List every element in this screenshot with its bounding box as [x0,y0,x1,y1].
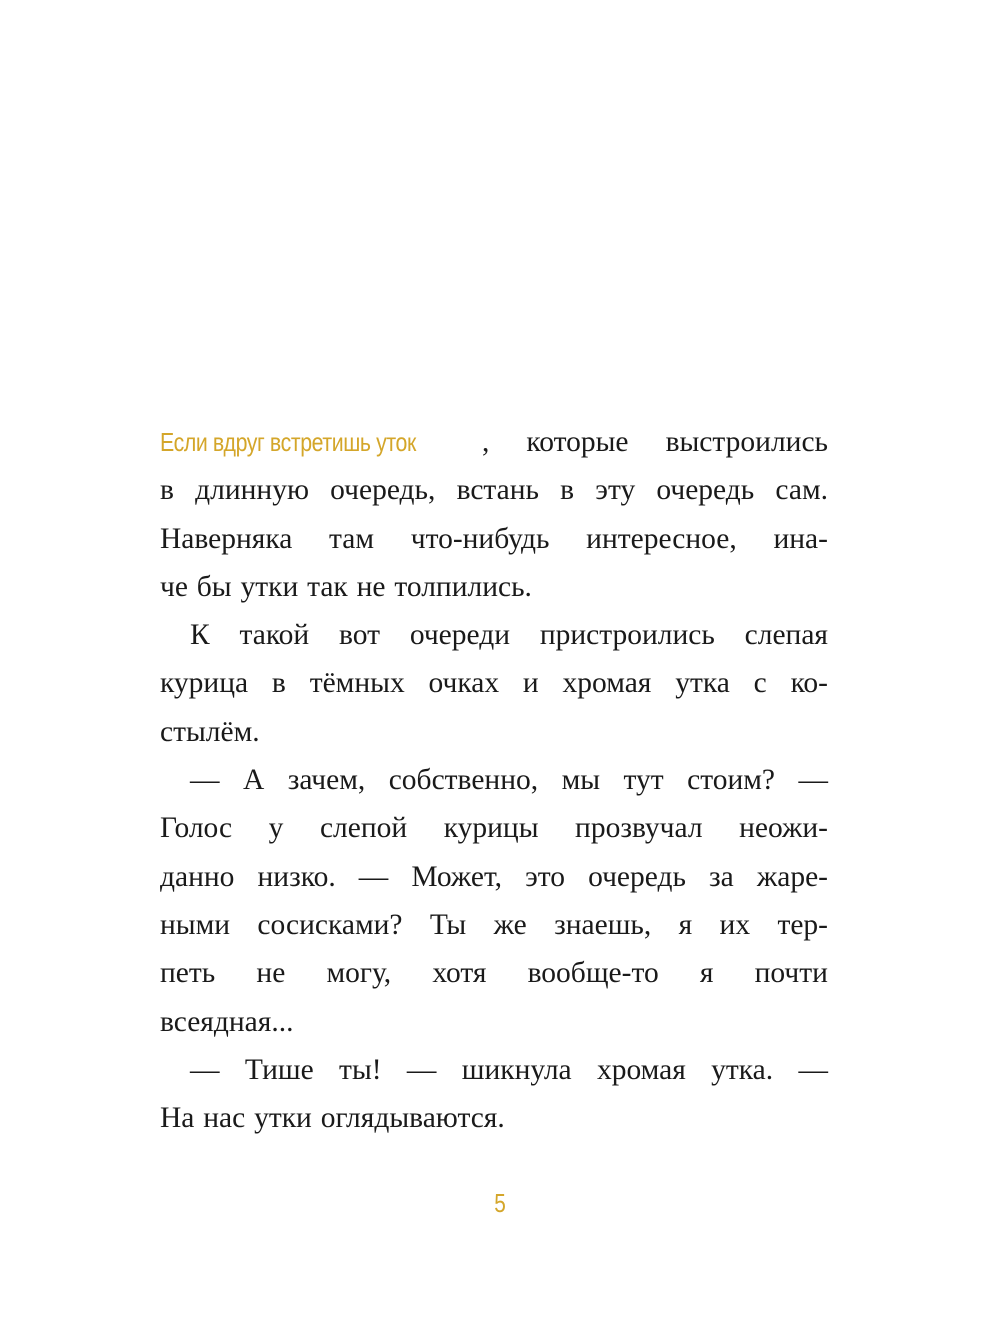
word: в [160,474,174,507]
word: почти [754,957,828,990]
word: у [268,812,284,845]
word: которые [526,426,629,458]
text-line [160,659,828,707]
word: не [256,957,286,990]
word: жаре- [756,860,828,893]
word: в [271,667,286,700]
word: стылём. [160,715,260,748]
word: А [242,764,265,797]
word: в [560,474,575,507]
text-line [160,1046,828,1094]
word: не [356,570,386,603]
word: К [190,619,210,652]
word: эту [595,474,636,507]
word: — [798,1053,828,1086]
word: очередь, [330,474,436,507]
word: длинную [195,474,309,507]
word: очереди [409,619,510,652]
word: толпились. [394,570,532,603]
text-line [160,853,828,901]
word: мы [561,764,601,797]
word: вот [339,619,381,652]
body-text [160,418,828,1142]
word: тер- [777,908,828,941]
word: такой [239,619,310,652]
word: Ты [429,908,467,941]
text-line [160,708,828,756]
word: вообще-то [527,957,659,990]
word: хромая [562,667,652,700]
word: это [525,860,566,893]
word: встань [456,474,539,507]
word: ты! [339,1053,382,1086]
text-line [160,804,828,852]
word: Тише [244,1053,314,1086]
word: ко- [790,667,828,700]
word: с [753,667,767,700]
word: собственно, [388,764,539,797]
text-line [160,515,828,563]
word: — [798,764,828,797]
text-line [160,611,828,659]
text-line [160,418,828,466]
word: очередь [656,474,755,507]
word: ными [160,908,231,941]
text-line [160,563,828,611]
word: что-нибудь [410,522,550,555]
word: прозвучал [575,812,703,845]
word: слепая [744,619,828,652]
page-number: 5 [494,1188,506,1218]
text-line [160,998,828,1046]
word: че [160,570,188,603]
word: стоим? [687,764,776,797]
word: данно [160,860,235,893]
word: так [307,570,348,603]
word: могу, [326,957,392,990]
word: курицы [443,812,539,845]
word: утки [240,570,299,603]
word: очередь [588,860,686,893]
word: очках [428,667,500,700]
text-line [160,949,828,997]
word: зачем, [287,764,366,797]
word: сосисками? [257,908,403,941]
word: низко. [257,860,336,893]
word: тёмных [309,667,405,700]
word: их [719,908,751,941]
word: утка [675,667,730,700]
word: — [358,860,389,893]
word: ина- [773,522,828,555]
word: слепой [319,812,408,845]
text-line [160,466,828,514]
word: — [190,764,220,797]
word: оглядываются. [320,1102,505,1135]
word: всеядная... [160,1005,294,1038]
word: я [678,908,693,941]
word: я [699,957,714,990]
word: неожи- [739,812,828,845]
word: На [160,1102,195,1135]
word: курица [160,667,249,700]
text-line [160,1094,828,1142]
word: выстроились [665,426,828,458]
word: хромая [596,1053,686,1086]
word: тут [623,764,664,797]
word: — [190,1053,220,1086]
word: утка. [711,1053,774,1086]
word: знаешь, [554,908,652,941]
word: утки [254,1102,312,1135]
text-line [160,901,828,949]
word: сам. [775,474,828,507]
word: Голос [160,812,233,845]
word: же [493,908,527,941]
word: интересное, [586,522,737,555]
word: Наверняка [160,522,293,555]
word: пристроились [539,619,715,652]
word: за [709,860,734,893]
word: бы [196,570,232,603]
word: нас [203,1102,246,1135]
word: Может, [411,860,503,893]
text-line [160,756,828,804]
word: — [406,1053,437,1086]
lead-in-phrase: Если вдруг встретишь уток , [160,426,490,458]
word: петь [160,957,216,990]
word: хотя [432,957,487,990]
word: и [522,667,539,700]
word: там [329,522,375,555]
word: шикнула [461,1053,572,1086]
